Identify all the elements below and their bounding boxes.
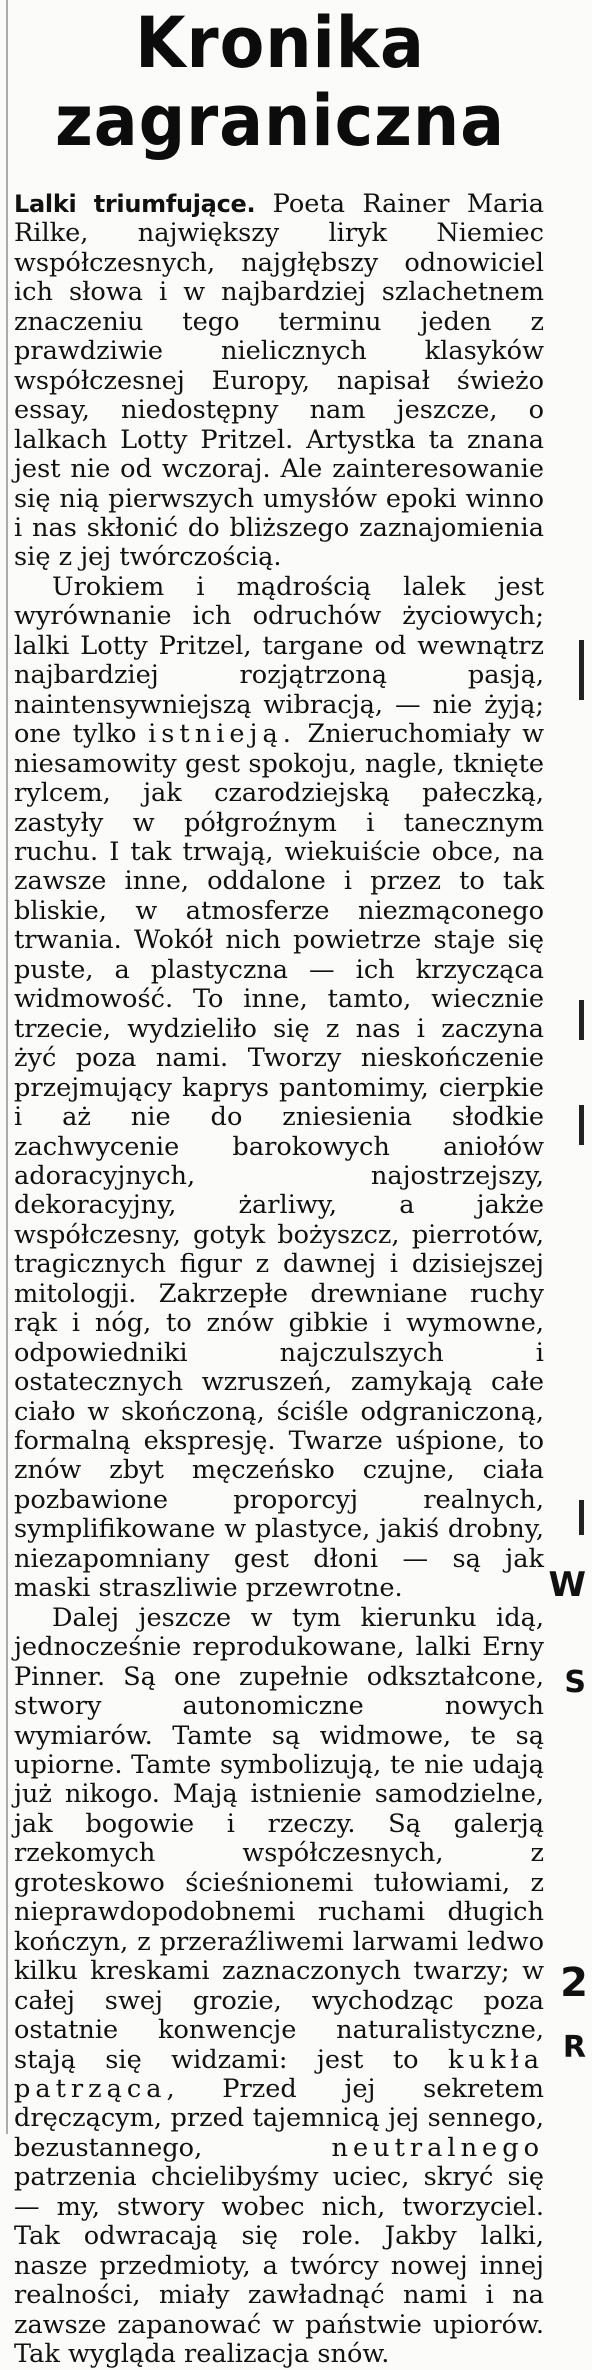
paragraph-2 — [14, 573, 544, 1604]
paragraph-3 — [14, 1604, 544, 2370]
column-rule — [6, 0, 8, 2134]
adjacent-column-fragment: W — [548, 1565, 586, 1605]
adjacent-column-mark — [579, 640, 584, 700]
headline-line-2: zagraniczna — [54, 80, 506, 162]
headline — [29, 4, 531, 160]
adjacent-column-mark — [579, 1000, 584, 1040]
lead-heading: Lalki triumfujące. — [14, 190, 256, 218]
paragraph-3-text-b: , Przed jej sekretem dręczącym, przed tajemnicą jej sennego, bezustannego, — [14, 2074, 544, 2163]
paragraph-3-text-c: patrzenia chcielibyśmy uciec, skryć się — my, stwory wobec nich, tworzyciel. Tak odwracają się role. Jakby lalki, nasze przedmioty, a twórcy nowej innej realności, miały zawładnąć nami i na zawsze zapanować w państwie upiorów. Tak wygląda realizacja snów. — [14, 2162, 544, 2370]
paragraph-2-text-a: Urokiem i mądrością lalek jest wyrównanie ich odruchów życiowych; lalki Lotty Pritzel, targane od wewnątrz najbardziej rozjątrzoną pasją, naintensywniejszą wibracją, — nie żyją; one tylko — [14, 571, 544, 750]
paragraph-1 — [14, 190, 544, 573]
adjacent-column-fragment: R — [562, 2030, 586, 2065]
headline-line-1: Kronika — [135, 2, 425, 84]
spaced-word-istnieja: istnieją. — [148, 719, 296, 750]
adjacent-column-mark — [579, 1105, 584, 1145]
adjacent-column-fragment: S — [564, 1665, 586, 1700]
article-body — [14, 190, 544, 2370]
adjacent-column-fragment: 2 — [560, 1960, 588, 2006]
paragraph-3-text-a: Dalej jeszcze w tym kierunku idą, jednocześnie reprodukowane, lalki Erny Pinner. Są one zupełnie odkształcone, stwory autonomiczne nowych wymiarów. Tamte są widmowe, te są upiorne. Tamte symbolizują, te nie udają już nikogo. Mają istnienie samodzielne, jak bogowie i rzeczy. Są galerją rzekomych współczesnych, z groteskowo ścieśnionemi tułowiami, z nieprawdopodobnemi ruchami długich kończyn, z przeraźliwemi larwami ledwo kilku kreskami zaznaczonych twarzy; w całej swej grozie, wychodząc poza ostatnie konwencje naturalistyczne, stają się widzami: jest to — [14, 1602, 544, 2075]
spaced-phrase-kukla-patrzaca: kukła patrząca — [14, 2044, 544, 2104]
adjacent-column-mark — [579, 1500, 584, 1535]
paragraph-2-text-b: Znieruchomiały w niesamowity gest spokoju, nagle, tknięte rylcem, jak czarodziejską pałeczką, zastyły w półgroźnym i tanecznym ruchu. I tak trwają, wiekuiście obce, na zawsze inne, oddalone i przez to tak bliskie, w atmosferze niezmąconego trwania. Wokół nich powietrze staje się puste, a plastyczna — ich krzycząca widmowość. To inne, tamto, wiecznie trzecie, wydzieliło się z nas i zaczyna żyć poza nami. Tworzy nieskończenie przejmujący kaprys pantomimy, cierpkie i aż nie do zniesienia słodkie zachwycenie barokowych aniołów adoracyjnych, najostrzejszy, dekoracyjny, żarliwy, a jakże współczesny, gotyk bożyszcz, pierrotów, tragicznych figur z dawnej i dzisiejszej mitologji. Zakrzepłe drewniane ruchy rąk i nóg, to znów gibkie i wymowne, odpowiedniki najczulszych i ostatecznych wzruszeń, zamykają całe ciało w skończoną, ściśle odgraniczoną, formalną ekspresję. Twarze uśpione, to znów zbyt męczeńsko czujne, ciała pozbawione proporcyj realnych, symplifikowane w plastyce, jakiś drobny, niezapomniany gest dłoni — są jak maski straszliwie przewrotne. — [14, 719, 544, 1604]
spaced-word-neutralnego: neutralnego — [331, 2132, 544, 2163]
paragraph-1-text: Poeta Rainer Maria Rilke, największy liryk Niemiec współczesnych, najgłębszy odnowiciel ich słowa i w najbardziej szlachetnem znaczeniu tego terminu jeden z prawdziwie nielicznych klasyków współczesnej Europy, napisał świeżo essay, niedostępny nam jeszcze, o lalkach Lotty Pritzel. Artystka ta znana jest nie od wczoraj. Ale zainteresowanie się nią pierwszych umysłów epoki winno i nas skłonić do bliższego zaznajomienia się z jej twórczością. — [14, 189, 544, 573]
